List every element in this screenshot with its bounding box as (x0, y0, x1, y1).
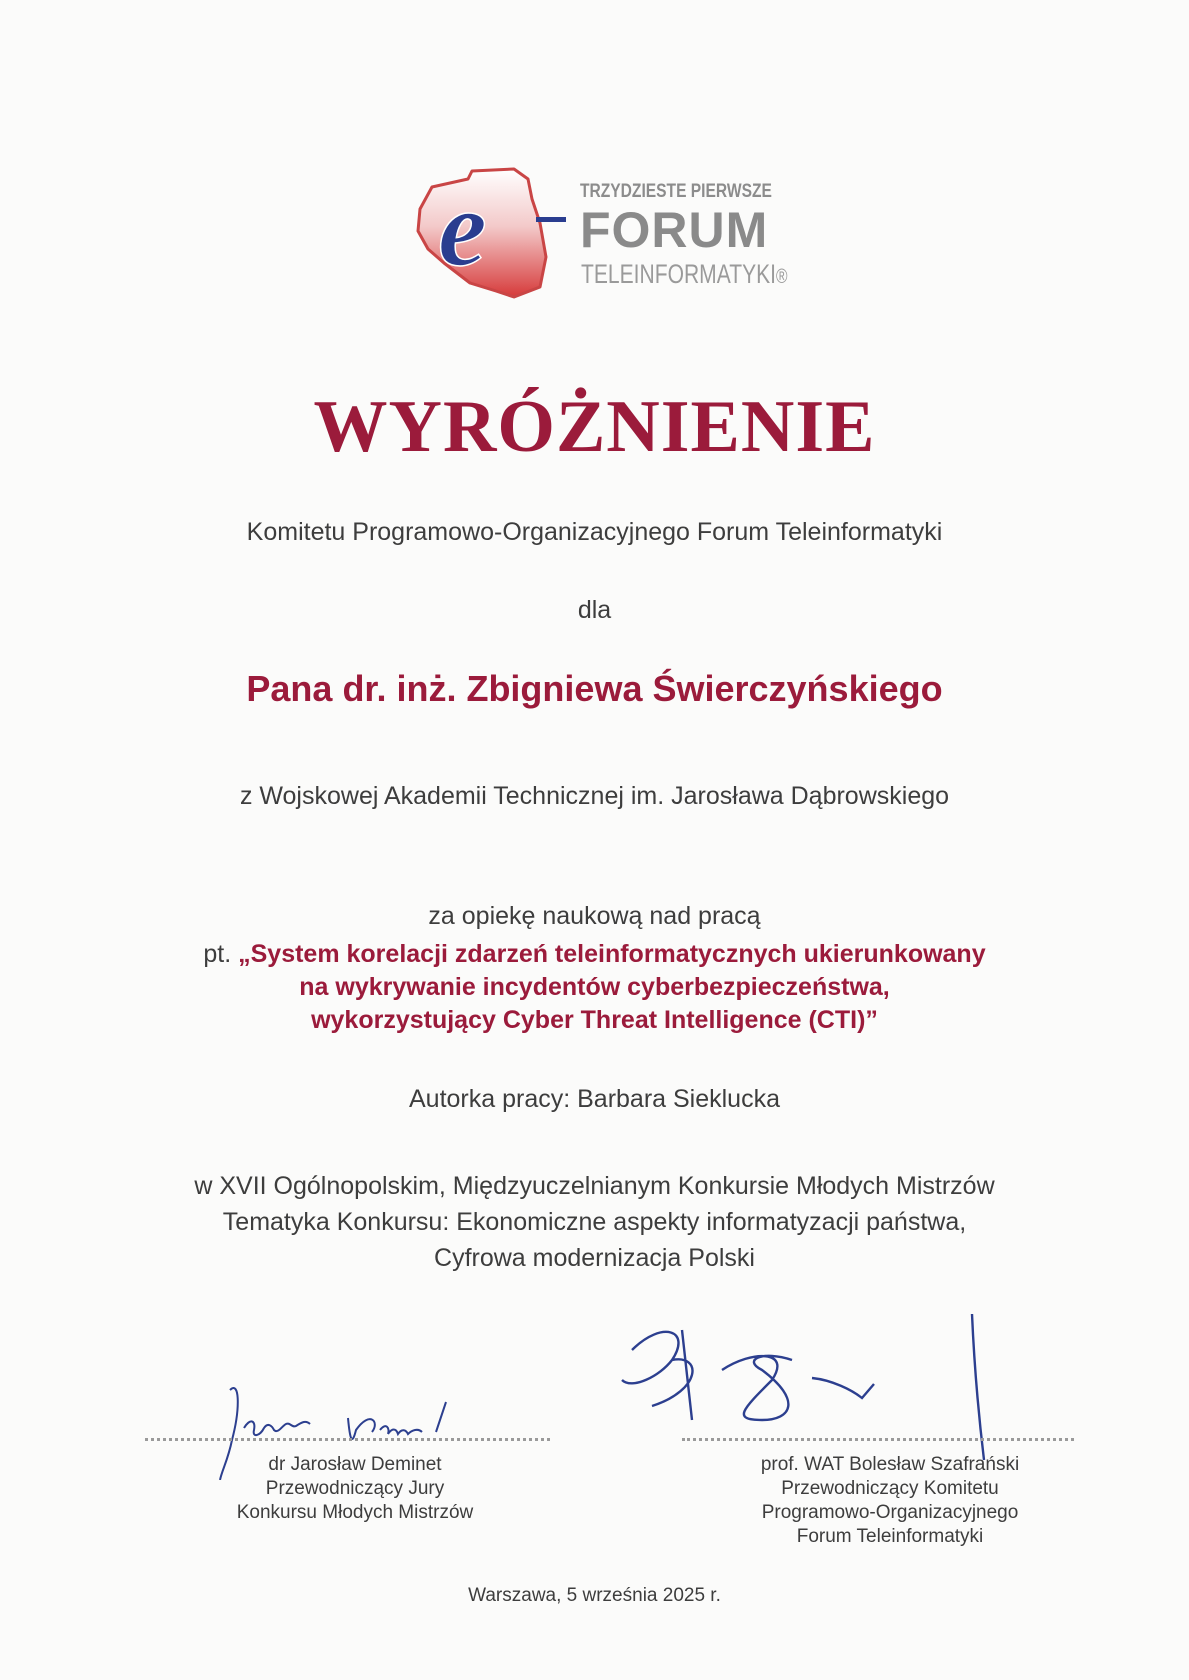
right-signatory-name: prof. WAT Bolesław Szafrański (760, 1454, 1020, 1475)
logo-forum: FORUM (580, 202, 769, 258)
left-signature-line (145, 1438, 550, 1441)
right-signatory (730, 1453, 1050, 1549)
right-signatory-role-1: Przewodniczący Komitetu (781, 1478, 999, 1499)
forum-logo (410, 165, 790, 325)
left-signatory (205, 1453, 505, 1525)
reason-line: za opiekę naukową nad pracą (428, 902, 761, 930)
for-word: dla (577, 596, 612, 624)
logo-edition: TRZYDZIESTE PIERWSZE (580, 181, 772, 202)
author-line: Autorka pracy: Barbara Sieklucka (408, 1085, 780, 1113)
work-title-line-1: „System korelacji zdarzeń teleinformatycznych ukierunkowany (238, 940, 986, 968)
logo-letter: e (438, 167, 487, 289)
affiliation-line: z Wojskowej Akademii Technicznej im. Jarosława Dąbrowskiego (239, 782, 950, 810)
contest-line-2: Tematyka Konkursu: Ekonomiczne aspekty informatyzacji państwa, (222, 1208, 967, 1236)
work-title-line-2: na wykrywanie incydentów cyberbezpieczeństwa, (299, 973, 890, 1001)
left-signatory-role-1: Przewodniczący Jury (265, 1478, 445, 1499)
recipient-name: Pana dr. inż. Zbigniewa Świerczyńskiego (246, 668, 943, 709)
contest-line-3: Cyfrowa modernizacja Polski (434, 1244, 755, 1272)
contest-line-1: w XVII Ogólnopolskim, Międzyuczelnianym Konkursie Młodych Mistrzów (194, 1172, 995, 1200)
right-signatory-role-2: Programowo-Organizacyjnego (761, 1502, 1019, 1523)
work-prefix: pt. (203, 940, 232, 968)
logo-teleinformatyki: TELEINFORMATYKI® (581, 259, 788, 289)
committee-line: Komitetu Programowo-Organizacyjnego Forum Teleinformatyki (246, 518, 943, 546)
right-signatory-role-3: Forum Teleinformatyki (796, 1526, 984, 1547)
poland-map-icon (410, 165, 590, 325)
left-signatory-role-2: Konkursu Młodych Mistrzów (236, 1502, 474, 1523)
work-title-line-3: wykorzystujący Cyber Threat Intelligence (CTI)” (311, 1006, 878, 1034)
right-signature-line (682, 1438, 1074, 1441)
left-signatory-name: dr Jarosław Deminet (268, 1454, 442, 1475)
certificate-title: WYRÓŻNIENIE (313, 386, 876, 468)
registered-mark: ® (776, 266, 788, 288)
place-date: Warszawa, 5 września 2025 r. (468, 1585, 721, 1606)
work-title (0, 938, 1189, 1037)
